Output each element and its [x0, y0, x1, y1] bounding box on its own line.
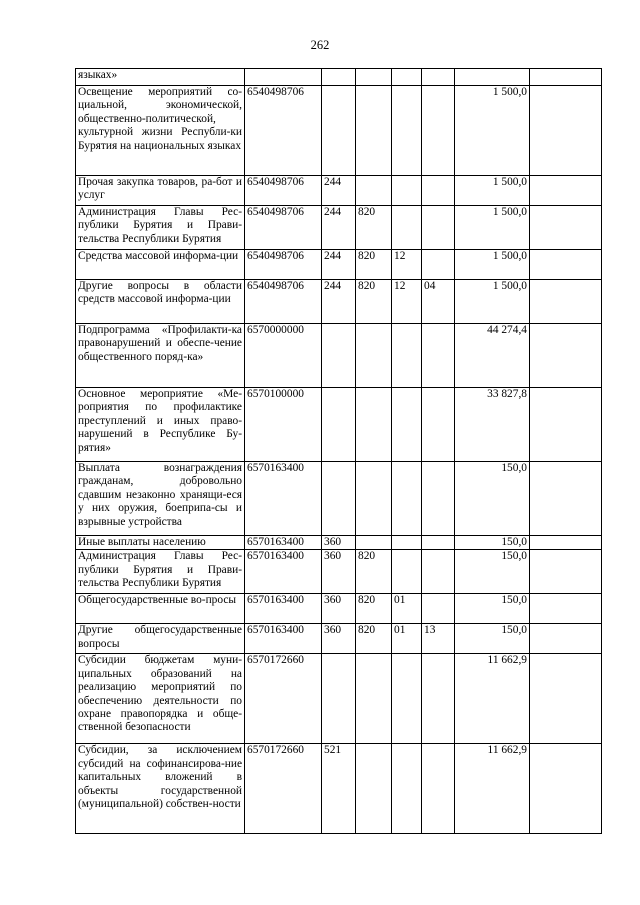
table-row	[76, 388, 602, 462]
cell-target-code: 6570163400	[245, 594, 322, 624]
cell-expense-type	[322, 388, 356, 462]
cell-section: 12	[392, 250, 422, 280]
cell-amount	[455, 69, 530, 86]
cell-empty	[530, 86, 602, 176]
cell-target-code: 6570163400	[245, 462, 322, 536]
table-row	[76, 550, 602, 594]
cell-amount: 150,0	[455, 550, 530, 594]
cell-section: 01	[392, 624, 422, 654]
cell-administrator	[356, 654, 392, 744]
cell-administrator: 820	[356, 206, 392, 250]
cell-subsection	[422, 69, 455, 86]
cell-subsection	[422, 250, 455, 280]
table-body	[76, 69, 602, 834]
cell-expense-type	[322, 69, 356, 86]
cell-name: Основное мероприятие «Ме-роприятия по профилактике преступлений и иных право-нарушений в Республике Бу-рятия»	[76, 388, 245, 462]
cell-empty	[530, 206, 602, 250]
cell-name: Администрация Главы Рес-публики Бурятия и Прави-тельства Республики Бурятия	[76, 550, 245, 594]
cell-name: Освещение мероприятий со-циальной, экономической, общественно-политической, культурной жизни Республи-ки Бурятия на национальных языках	[76, 86, 245, 176]
cell-administrator	[356, 176, 392, 206]
cell-expense-type: 244	[322, 176, 356, 206]
cell-target-code: 6540498706	[245, 176, 322, 206]
cell-expense-type	[322, 86, 356, 176]
cell-subsection	[422, 744, 455, 834]
cell-section	[392, 324, 422, 388]
cell-target-code: 6540498706	[245, 250, 322, 280]
page-number: 262	[310, 38, 330, 52]
cell-empty	[530, 550, 602, 594]
table-row	[76, 594, 602, 624]
cell-empty	[530, 176, 602, 206]
table-row	[76, 654, 602, 744]
cell-empty	[530, 69, 602, 86]
cell-amount: 150,0	[455, 624, 530, 654]
cell-section	[392, 206, 422, 250]
cell-target-code: 6570000000	[245, 324, 322, 388]
budget-table	[75, 68, 602, 834]
cell-section	[392, 69, 422, 86]
cell-subsection	[422, 536, 455, 550]
cell-section	[392, 744, 422, 834]
table-row	[76, 86, 602, 176]
table-row	[76, 206, 602, 250]
cell-empty	[530, 462, 602, 536]
cell-target-code: 6540498706	[245, 206, 322, 250]
cell-name: Администрация Главы Рес-публики Бурятия и Прави-тельства Республики Бурятия	[76, 206, 245, 250]
cell-amount: 11 662,9	[455, 654, 530, 744]
cell-empty	[530, 594, 602, 624]
cell-amount: 150,0	[455, 536, 530, 550]
table-row	[76, 744, 602, 834]
cell-name: Подпрограмма «Профилакти-ка правонарушений и обеспе-чение общественного поряд-ка»	[76, 324, 245, 388]
cell-subsection	[422, 324, 455, 388]
cell-name: Другие вопросы в области средств массовой информа-ции	[76, 280, 245, 324]
cell-name: Субсидии бюджетам муни-ципальных образований на реализацию мероприятий по обеспечению деятельности по охране правопорядка и обще-ственной безопасности	[76, 654, 245, 744]
cell-target-code: 6570100000	[245, 388, 322, 462]
cell-section: 01	[392, 594, 422, 624]
cell-administrator	[356, 86, 392, 176]
cell-name: Выплата вознаграждения гражданам, добровольно сдавшим незаконно хранящи-еся у них оружия, боеприпа-сы и взрывные устройства	[76, 462, 245, 536]
cell-section	[392, 388, 422, 462]
cell-expense-type: 244	[322, 206, 356, 250]
cell-name: языках»	[76, 69, 245, 86]
cell-name: Прочая закупка товаров, ра-бот и услуг	[76, 176, 245, 206]
cell-administrator: 820	[356, 594, 392, 624]
cell-amount: 11 662,9	[455, 744, 530, 834]
cell-administrator	[356, 744, 392, 834]
cell-section	[392, 654, 422, 744]
cell-expense-type: 360	[322, 624, 356, 654]
cell-empty	[530, 324, 602, 388]
cell-subsection	[422, 388, 455, 462]
cell-amount: 1 500,0	[455, 250, 530, 280]
cell-subsection: 13	[422, 624, 455, 654]
table-row	[76, 250, 602, 280]
cell-administrator: 820	[356, 250, 392, 280]
cell-administrator	[356, 324, 392, 388]
cell-subsection	[422, 462, 455, 536]
cell-administrator	[356, 462, 392, 536]
cell-name: Другие общегосударственные вопросы	[76, 624, 245, 654]
cell-name: Средства массовой информа-ции	[76, 250, 245, 280]
table-row	[76, 176, 602, 206]
cell-amount: 150,0	[455, 462, 530, 536]
cell-name: Иные выплаты населению	[76, 536, 245, 550]
cell-empty	[530, 250, 602, 280]
cell-amount: 44 274,4	[455, 324, 530, 388]
cell-subsection	[422, 206, 455, 250]
cell-subsection	[422, 550, 455, 594]
cell-administrator	[356, 388, 392, 462]
cell-empty	[530, 388, 602, 462]
cell-target-code: 6540498706	[245, 280, 322, 324]
cell-amount: 1 500,0	[455, 86, 530, 176]
cell-amount: 150,0	[455, 594, 530, 624]
cell-expense-type: 360	[322, 536, 356, 550]
cell-administrator: 820	[356, 550, 392, 594]
cell-section	[392, 536, 422, 550]
cell-target-code: 6540498706	[245, 86, 322, 176]
cell-expense-type: 360	[322, 594, 356, 624]
cell-administrator: 820	[356, 624, 392, 654]
cell-amount: 1 500,0	[455, 176, 530, 206]
cell-empty	[530, 536, 602, 550]
cell-empty	[530, 744, 602, 834]
cell-administrator: 820	[356, 280, 392, 324]
cell-section	[392, 462, 422, 536]
cell-section	[392, 550, 422, 594]
cell-subsection	[422, 176, 455, 206]
cell-name: Субсидии, за исключением субсидий на софинансирова-ние капитальных вложений в объекты государственной (муниципальной) собствен-ности	[76, 744, 245, 834]
table-row	[76, 280, 602, 324]
cell-expense-type: 244	[322, 250, 356, 280]
cell-section: 12	[392, 280, 422, 324]
cell-empty	[530, 280, 602, 324]
cell-expense-type	[322, 654, 356, 744]
table-row	[76, 536, 602, 550]
cell-subsection	[422, 654, 455, 744]
cell-subsection	[422, 594, 455, 624]
cell-expense-type: 244	[322, 280, 356, 324]
cell-section	[392, 86, 422, 176]
cell-target-code: 6570172660	[245, 744, 322, 834]
cell-subsection	[422, 86, 455, 176]
cell-target-code: 6570163400	[245, 550, 322, 594]
table-row	[76, 624, 602, 654]
cell-empty	[530, 654, 602, 744]
table-row	[76, 324, 602, 388]
cell-expense-type: 521	[322, 744, 356, 834]
table-row	[76, 69, 602, 86]
cell-target-code	[245, 69, 322, 86]
cell-expense-type: 360	[322, 550, 356, 594]
cell-target-code: 6570172660	[245, 654, 322, 744]
cell-administrator	[356, 69, 392, 86]
cell-empty	[530, 624, 602, 654]
cell-expense-type	[322, 462, 356, 536]
table-row	[76, 462, 602, 536]
cell-subsection: 04	[422, 280, 455, 324]
cell-name: Общегосударственные во-просы	[76, 594, 245, 624]
cell-target-code: 6570163400	[245, 624, 322, 654]
cell-administrator	[356, 536, 392, 550]
cell-amount: 1 500,0	[455, 206, 530, 250]
cell-expense-type	[322, 324, 356, 388]
cell-target-code: 6570163400	[245, 536, 322, 550]
cell-amount: 1 500,0	[455, 280, 530, 324]
cell-amount: 33 827,8	[455, 388, 530, 462]
cell-section	[392, 176, 422, 206]
